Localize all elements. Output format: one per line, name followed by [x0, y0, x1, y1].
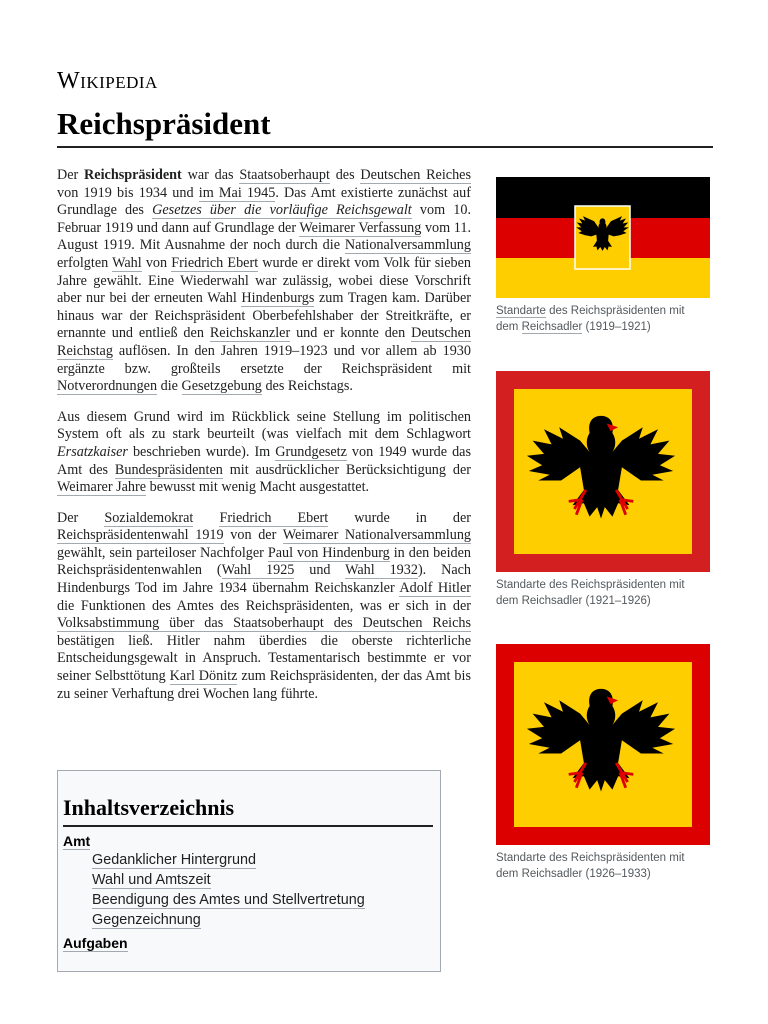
title-divider [57, 146, 713, 148]
article-text: bestätigen ließ. Hitler nahm überdies die oberste richterliche Entscheidungsgewalt in Anspruch. Testamentarisch bestimmte er vor seiner Selbsttötung [57, 632, 471, 685]
figure-standard-1926 [496, 644, 710, 882]
article-text: von 1949 wurde das Amt des [57, 443, 471, 478]
article-link[interactable]: Nationalversammlung [344, 237, 471, 254]
article-link[interactable]: Friedrich Ebert [219, 509, 329, 526]
toc-item[interactable] [92, 891, 440, 909]
toc-item-label[interactable]: Gegenzeichnung [92, 912, 201, 928]
article-text: ). Nach Hindenburgs Tod im Jahre 1934 übernahm Reichskanzler [57, 562, 472, 597]
toc-section-aufgaben[interactable] [63, 935, 440, 951]
toc-item-label[interactable]: Gedanklicher Hintergrund [92, 852, 256, 868]
article-link[interactable]: Adolf Hitler [399, 580, 471, 597]
toc-item-label[interactable]: Beendigung des Amtes und Stellvertretung [92, 892, 365, 908]
flag-1919-image[interactable] [496, 177, 710, 298]
flag-1921-image[interactable] [496, 371, 710, 572]
toc-title: Inhaltsverzeichnis [63, 795, 433, 827]
article-link[interactable]: Weimarer Nationalversammlung [282, 527, 472, 544]
article-text: auflösen. In den Jahren 1919–1923 und vor allem ab 1930 ergänzte bzw. großteils ersetzte der Reichspräsident mit [57, 342, 471, 377]
paragraph [57, 409, 471, 497]
article-text: von 1919 bis 1934 und [57, 184, 199, 201]
article-link[interactable]: Hindenburgs [241, 290, 315, 307]
article-text: zum Tragen kam. Darüber hinaus war der Reichspräsident Oberbefehlshaber der Streitkräfte, er ernannte und entließ den [57, 290, 471, 342]
paragraph [57, 510, 471, 704]
article-text: war das [181, 167, 240, 183]
article-link[interactable]: Grundgesetz [275, 443, 347, 460]
article-link[interactable]: Reichskanzler [209, 325, 291, 342]
article-link[interactable]: Deutschen Reichstag [57, 325, 471, 359]
article-link[interactable]: Wahl [112, 254, 142, 271]
article-link[interactable]: Weimarer Jahre [57, 479, 147, 496]
caption-link[interactable]: Reichsadler [521, 321, 583, 333]
article-text: Reichspräsident [84, 167, 182, 183]
article-text: und [294, 562, 346, 579]
article-text: . Das Amt existierte zunächst auf Grundlage des [57, 184, 471, 219]
article-text: wurde in der [328, 509, 472, 526]
toc-section-label[interactable]: Aufgaben [63, 935, 128, 951]
article-text: von [141, 254, 172, 271]
toc-item[interactable] [92, 871, 440, 889]
article-text: vom 10. Februar 1919 und dann auf Grundlage der [57, 202, 471, 236]
toc-item-label[interactable]: Wahl und Amtszeit [92, 872, 211, 888]
article-text: Der [57, 167, 85, 183]
article-text: zum Reichspräsidenten, der das Amt bis zu seiner Verhaftung drei Wochen lang führte. [57, 668, 471, 702]
article-link[interactable]: Reichspräsidentenwahl 1919 [57, 527, 224, 544]
article-link[interactable]: Volksabstimmung über das Staatsoberhaupt des Deutschen Reichs [57, 615, 471, 632]
article-link[interactable]: Bundespräsidenten [114, 461, 223, 478]
article-body [57, 167, 471, 716]
caption-link[interactable]: Standarte [496, 305, 546, 317]
paragraph [57, 167, 471, 396]
flag-1926-image[interactable] [496, 644, 710, 845]
article-text: des Reichstags. [261, 378, 353, 395]
article-link[interactable]: Notverordnungen [57, 378, 158, 395]
toc-section-label[interactable]: Amt [63, 833, 91, 849]
figure-caption [496, 303, 710, 335]
toc-item[interactable] [92, 851, 440, 869]
article-link[interactable]: Staatsoberhaupt [239, 167, 330, 183]
page-title: Reichspräsident [57, 106, 271, 141]
article-link[interactable]: Deutschen Reiches [360, 167, 471, 183]
article-text: bewusst mit wenig Macht ausgestattet. [146, 479, 370, 496]
article-text: die Funktionen des Amtes des Reichspräsidenten, was er sich in der [57, 597, 471, 614]
article-text: die [157, 378, 182, 395]
article-text: in den beiden Reichspräsidentenwahlen ( [57, 544, 471, 579]
caption-text: des Reichspräsidenten mit dem [496, 305, 685, 333]
article-text: Der [57, 509, 105, 526]
article-text: vom 11. August 1919. Mit Ausnahme der noch durch die [57, 219, 471, 254]
article-text: beschrieben wurde). Im [127, 443, 276, 460]
toc-section-amt[interactable] [63, 833, 440, 849]
article-link[interactable]: Sozialdemokrat [104, 509, 194, 526]
article-link[interactable]: Weimarer Verfassung [299, 219, 422, 236]
article-link[interactable]: Wahl 1932 [345, 562, 418, 579]
article-text: und er konnte den [290, 325, 412, 342]
article-text: wurde er direkt vom Volk für sieben Jahre gewählt. Eine Wiederwahl war zulässig, wobei diese Vorschrift aber nur bei der erneuten Wahl [57, 254, 472, 307]
article-link[interactable]: Friedrich Ebert [171, 254, 259, 271]
article-text: gewählt, sein parteiloser Nachfolger [57, 544, 268, 561]
figure-caption: Standarte des Reichspräsidenten mit dem Reichsadler (1921–1926) [496, 579, 685, 607]
article-link[interactable]: Wahl 1925 [221, 562, 295, 579]
article-text: des [329, 167, 361, 183]
article-link[interactable]: Karl Dönitz [169, 668, 238, 685]
article-text [193, 510, 219, 526]
article-link[interactable]: im Mai 1945 [198, 184, 276, 201]
figure-standard-1919 [496, 177, 710, 335]
table-of-contents [57, 770, 441, 972]
article-link[interactable]: Gesetzgebung [181, 378, 262, 395]
caption-text: (1919–1921) [582, 321, 651, 333]
article-text: erfolgten [57, 254, 113, 271]
figure-caption: Standarte des Reichspräsidenten mit dem Reichsadler (1926–1933) [496, 852, 685, 880]
figure-standard-1921 [496, 371, 710, 609]
article-link[interactable]: Paul von Hindenburg [267, 544, 390, 561]
toc-item[interactable] [92, 911, 440, 929]
article-text: Ersatzkaiser [57, 443, 128, 460]
article-text: Aus diesem Grund wird im Rückblick seine Stellung im politischen System oft als zu stark beurteilt (was vielfach mit dem Schlagwort [57, 408, 471, 443]
article-text: von der [223, 527, 283, 544]
article-text: mit ausdrücklicher Berücksichtigung der [222, 461, 471, 478]
wikipedia-logo[interactable]: Wikipedia [57, 68, 158, 94]
article-link[interactable]: Gesetzes über die vorläufige Reichsgewalt [152, 202, 412, 219]
